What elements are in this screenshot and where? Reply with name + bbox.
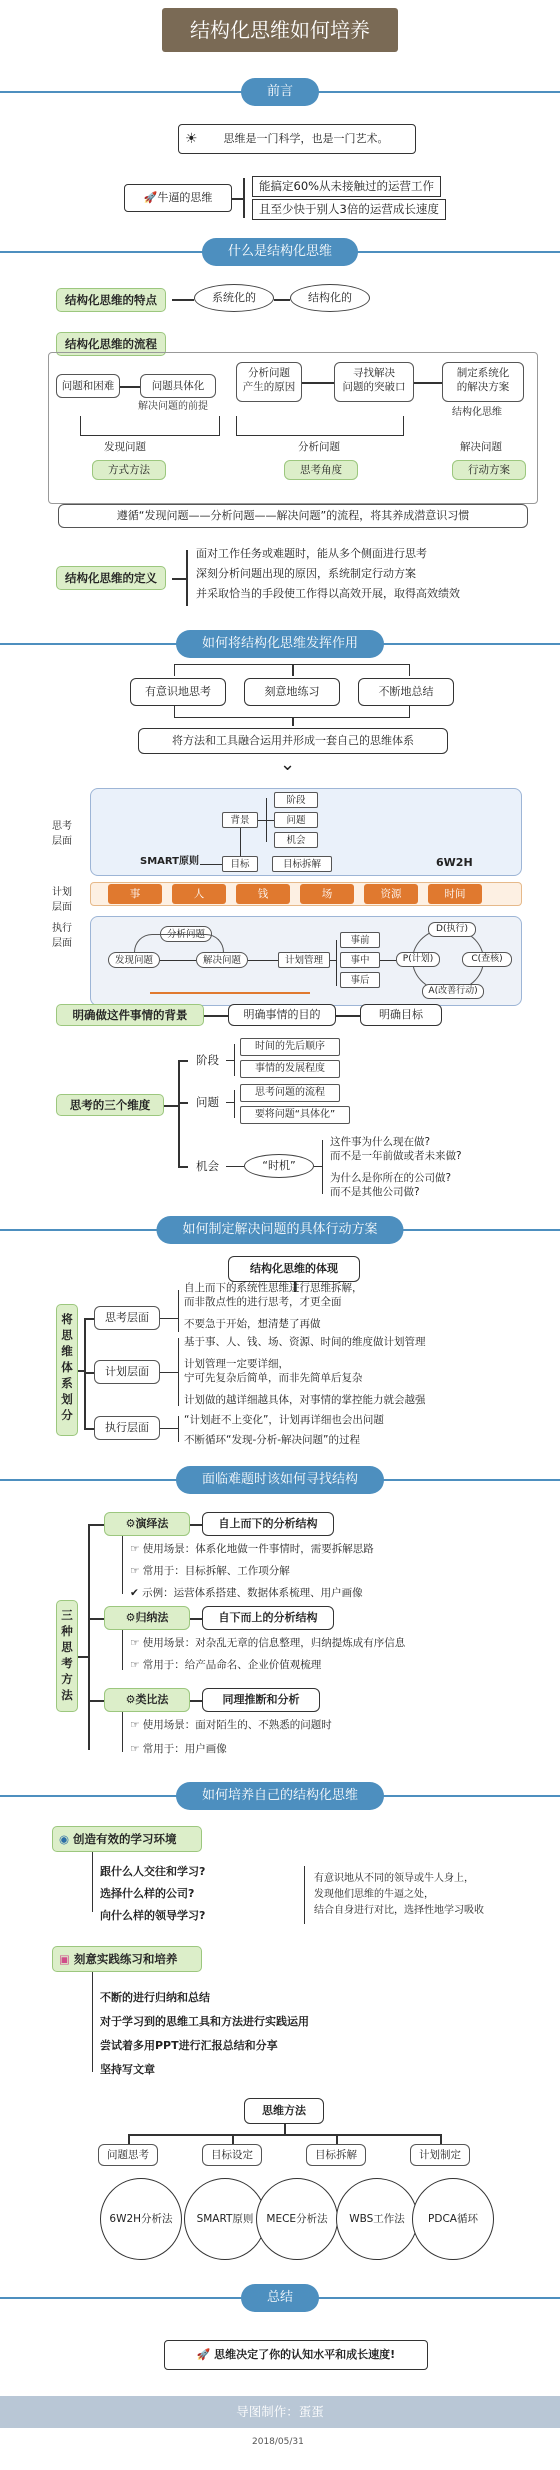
problem-flow: 思考问题的流程 — [240, 1084, 340, 1102]
banner-action-plan — [0, 1214, 560, 1246]
analogy-usage — [130, 1718, 332, 1733]
banner-summary-label: 总结 — [241, 2284, 319, 2312]
intro-line-box — [178, 124, 416, 154]
method-deductive — [104, 1512, 190, 1536]
embodiment-box: 结构化思维的体现 — [228, 1256, 360, 1282]
banner-find-structure — [0, 1464, 560, 1496]
divide-system-label: 将 思 维 体 系 划 分 — [56, 1304, 78, 1436]
background-label: 明确做这件事情的背景 — [56, 1004, 204, 1026]
benefit-1: 能搞定60%从未接触过的运营工作 — [252, 176, 441, 197]
think-text-2: 而非散点性的进行思考，才更全面 — [184, 1296, 342, 1308]
pointer-icon: ☞ — [130, 1565, 143, 1577]
rocket-icon: 🚀 — [196, 2348, 215, 2361]
rocket-icon: 🚀 — [143, 191, 158, 204]
stage-time-order: 时间的先后顺序 — [240, 1038, 340, 1056]
flow-step-breakthrough: 寻找解决 问题的突破口 — [334, 362, 414, 402]
node-chance: 机会 — [274, 832, 318, 848]
tool-pdca: PDCA循环 — [412, 2178, 494, 2260]
plan-text-1: 基于事、人、钱、场、资源、时间的维度做计划管理 — [184, 1336, 426, 1348]
awesome-thinking-label: 牛逼的思维 — [157, 191, 213, 204]
globe-icon: ◉ — [59, 1832, 74, 1846]
analogy-common-text: 常用于：用户画像 — [142, 1743, 227, 1755]
learning-env-label — [52, 1826, 202, 1852]
node-pdca-p: P(计划) — [396, 952, 440, 967]
dim-stage: 阶段 — [196, 1053, 219, 1067]
problem-specify: 要将问题“具体化” — [240, 1106, 350, 1124]
group-discover-sub: 方式方法 — [92, 460, 166, 480]
node-goal-break: 目标拆解 — [272, 856, 332, 872]
pointer-icon: ☞ — [130, 1743, 143, 1755]
inductive-common — [130, 1658, 321, 1673]
banner-how-cultivate-label: 如何培养自己的结构化思维 — [176, 1782, 384, 1810]
banner-preface — [0, 76, 560, 108]
deductive-example — [130, 1586, 363, 1601]
chevron-down-icon: ⌄ — [280, 754, 296, 775]
tool-6w2h: 6W2H分析法 — [100, 2178, 182, 2260]
plan-text-3: 宁可先复杂后简单，而非先简单后复杂 — [184, 1372, 363, 1384]
deductive-example-text: 示例：运营体系搭建、数据体系梳理、用户画像 — [142, 1587, 363, 1599]
dim-chance: 机会 — [196, 1159, 219, 1173]
feature-systematic: 系统化的 — [194, 284, 274, 312]
date-label: 2018/05/31 — [252, 2437, 304, 2447]
option-conscious: 有意识地思考 — [130, 678, 226, 706]
plan-text-2: 计划管理一定要详细， — [184, 1358, 289, 1370]
banner-action-plan-label: 如何制定解决问题的具体行动方案 — [156, 1216, 403, 1244]
node-problem: 问题 — [274, 812, 318, 828]
flow-step-solution: 制定系统化 的解决方案 — [442, 362, 524, 402]
learning-env-text: 创造有效的学习环境 — [73, 1832, 177, 1846]
node-before: 事前 — [340, 932, 380, 948]
flow-step-problem: 问题和困难 — [56, 374, 120, 398]
env-note-2: 发现他们思维的牛逼之处， — [314, 1889, 434, 1900]
banner-summary — [0, 2282, 560, 2314]
plan-dimension-4: 资源 — [364, 884, 418, 904]
category-problem: 问题思考 — [98, 2144, 158, 2166]
flow-step-specify-sub: 解决问题的前提 — [138, 401, 208, 412]
practice-text: 刻意实践练习和培养 — [73, 1952, 178, 1966]
analogy-usage-text: 使用场景：面对陌生的、不熟悉的问题时 — [142, 1719, 332, 1731]
gear-icon: ⚙ — [125, 1611, 136, 1624]
env-question-3: 向什么样的领导学习? — [100, 1909, 206, 1922]
gear-icon: ⚙ — [125, 1517, 136, 1530]
features-label: 结构化思维的特点 — [56, 288, 166, 312]
gear-icon: ⚙ — [125, 1693, 136, 1706]
method-deductive-label: 演绎法 — [135, 1517, 169, 1530]
definition-3: 并采取恰当的手段使工作得以高效开展，取得高效绩效 — [196, 587, 460, 600]
plan-dimension-3: 场 — [300, 884, 354, 904]
inductive-usage — [130, 1636, 405, 1651]
practice-3: 尝试着多用PPT进行汇报总结和分享 — [100, 2039, 278, 2052]
chance-timing: “时机” — [244, 1154, 314, 1178]
category-plan: 计划制定 — [410, 2144, 470, 2166]
deductive-usage — [130, 1542, 374, 1557]
level-plan: 计划层面 — [94, 1360, 160, 1384]
group-analyze: 分析问题 — [298, 441, 340, 453]
think-layer-label: 思考 层面 — [52, 821, 72, 847]
method-box: 思维方法 — [244, 2098, 324, 2124]
exec-layer-label: 执行 层面 — [52, 923, 72, 949]
three-dims-label: 思考的三个维度 — [56, 1094, 164, 1116]
think-text-3: 不要急于开始，想清楚了再做 — [184, 1318, 321, 1330]
practice-2: 对于学习到的思维工具和方法进行实践运用 — [100, 2015, 309, 2028]
flow-step-analyze: 分析问题 产生的原因 — [236, 362, 302, 402]
dim-problem: 问题 — [196, 1095, 219, 1109]
definition-1: 面对工作任务或难题时，能从多个侧面进行思考 — [196, 547, 427, 560]
node-during: 事中 — [340, 952, 380, 968]
purpose-box: 明确事情的目的 — [228, 1004, 336, 1026]
node-6w2h: 6W2H — [436, 856, 473, 869]
node-exec-solve: 解决问题 — [196, 952, 248, 968]
level-think: 思考层面 — [94, 1306, 160, 1330]
flow-label: 结构化思维的流程 — [56, 332, 166, 356]
chance-q4: 而不是其他公司做? — [330, 1186, 420, 1198]
deductive-usage-text: 使用场景：体系化地做一件事情时，需要拆解思路 — [142, 1543, 374, 1555]
practice-label — [52, 1946, 202, 1972]
deductive-desc: 自上而下的分析结构 — [202, 1512, 334, 1536]
banner-find-structure-label: 面临难题时该如何寻找结构 — [176, 1466, 384, 1494]
chance-q1: 这件事为什么现在做? — [330, 1136, 431, 1148]
summary-line: 思维决定了你的认知水平和成长速度! — [214, 2348, 396, 2361]
exec-text-2: 不断循环“发现-分析-解决问题”的过程 — [184, 1434, 360, 1446]
definition-label: 结构化思维的定义 — [56, 566, 166, 590]
option-practice: 刻意地练习 — [244, 678, 340, 706]
node-plan-manage: 计划管理 — [278, 952, 330, 968]
tool-smart: SMART原则 — [184, 2178, 266, 2260]
definition-2: 深刻分析问题出现的原因，系统制定行动方案 — [196, 567, 416, 580]
node-background: 背景 — [222, 812, 258, 828]
env-question-1: 跟什么人交往和学习? — [100, 1865, 206, 1878]
page-title-box — [162, 8, 398, 52]
chance-q3: 为什么是你所在的公司做? — [330, 1172, 452, 1184]
category-break: 目标拆解 — [306, 2144, 366, 2166]
benefit-2: 且至少快于别人3倍的运营成长速度 — [252, 199, 446, 220]
plan-dimension-0: 事 — [108, 884, 162, 904]
intro-line: 思维是一门科学，也是一门艺术。 — [223, 132, 389, 145]
feature-structured: 结构化的 — [290, 284, 370, 312]
banner-how-apply — [0, 628, 560, 660]
plan-dimension-5: 时间 — [428, 884, 482, 904]
think-text-1: 自上而下的系统性思维进行思维拆解， — [184, 1282, 363, 1294]
follow-flow-note: 遵循“发现问题——分析问题——解决问题”的流程，将其养成潜意识习惯 — [58, 504, 528, 528]
exec-text-1: “计划赶不上变化”，计划再详细也会出问题 — [184, 1414, 384, 1426]
method-inductive-label: 归纳法 — [135, 1611, 169, 1624]
inductive-desc: 自下而上的分析结构 — [202, 1606, 334, 1630]
method-inductive — [104, 1606, 190, 1630]
banner-how-apply-label: 如何将结构化思维发挥作用 — [176, 630, 384, 658]
node-goal: 目标 — [222, 856, 258, 872]
banner-what-is — [0, 236, 560, 268]
env-question-2: 选择什么样的公司? — [100, 1887, 195, 1900]
book-icon: ▣ — [59, 1952, 74, 1966]
check-icon: ✔ — [130, 1587, 143, 1599]
tool-wbs: WBS工作法 — [336, 2178, 418, 2260]
plan-dimension-1: 人 — [172, 884, 226, 904]
banner-how-cultivate — [0, 1780, 560, 1812]
practice-4: 坚持写文章 — [100, 2063, 155, 2076]
pointer-icon: ☞ — [130, 1637, 143, 1649]
chance-q2: 而不是一年前做或者未来做? — [330, 1150, 462, 1162]
flow-step-solution-sub: 结构化思维 — [452, 407, 502, 418]
node-after: 事后 — [340, 972, 380, 988]
inductive-usage-text: 使用场景：对杂乱无章的信息整理，归纳提炼成有序信息 — [142, 1637, 406, 1649]
method-analogy-label: 类比法 — [135, 1693, 169, 1706]
deductive-common — [130, 1564, 290, 1579]
lightbulb-icon: ☀ — [185, 131, 198, 147]
author-bar — [0, 2396, 560, 2428]
pointer-icon: ☞ — [130, 1659, 143, 1671]
plan-dimension-2: 钱 — [236, 884, 290, 904]
stage-progress: 事情的发展程度 — [240, 1060, 340, 1078]
env-note-1: 有意识地从不同的领导或牛人身上， — [314, 1873, 474, 1884]
practice-1: 不断的进行归纳和总结 — [100, 1991, 210, 2004]
awesome-thinking-badge — [124, 184, 232, 212]
method-analogy — [104, 1688, 190, 1712]
summary-line-box — [164, 2340, 428, 2370]
tool-mece: MECE分析法 — [256, 2178, 338, 2260]
deductive-common-text: 常用于：目标拆解、工作项分解 — [142, 1565, 290, 1577]
node-smart: SMART原则 — [140, 856, 199, 867]
group-solve-sub: 行动方案 — [452, 460, 526, 480]
page-title: 结构化思维如何培养 — [190, 18, 370, 42]
node-pdca-d: D(执行) — [428, 922, 476, 937]
analogy-desc: 同理推断和分析 — [202, 1688, 320, 1712]
combine-system: 将方法和工具融合运用并形成一套自己的思维体系 — [138, 728, 448, 754]
node-pdca-c: C(查核) — [462, 952, 512, 967]
inductive-common-text: 常用于：给产品命名、企业价值观梳理 — [142, 1659, 322, 1671]
node-stage: 阶段 — [274, 792, 318, 808]
node-pdca-a: A(改善行动) — [422, 984, 484, 999]
group-analyze-sub: 思考角度 — [284, 460, 358, 480]
plan-text-4: 计划做的越详细越具体，对事情的掌控能力就会越强 — [184, 1394, 426, 1406]
env-note-3: 结合自身进行对比，选择性地学习吸收 — [314, 1905, 484, 1916]
analogy-common — [130, 1742, 227, 1757]
plan-layer-label: 计划 层面 — [52, 887, 72, 913]
banner-preface-label: 前言 — [241, 78, 319, 106]
category-goal: 目标设定 — [202, 2144, 262, 2166]
three-methods-label: 三 种 思 考 方 法 — [56, 1600, 78, 1712]
author-label: 导图制作：蛋蛋 — [236, 2404, 324, 2419]
pointer-icon: ☞ — [130, 1719, 143, 1731]
group-solve: 解决问题 — [460, 441, 502, 453]
level-exec: 执行层面 — [94, 1416, 160, 1440]
node-exec-find: 发现问题 — [108, 952, 160, 968]
node-exec-analyze: 分析问题 — [160, 926, 212, 942]
banner-what-is-label: 什么是结构化思维 — [202, 238, 358, 266]
pointer-icon: ☞ — [130, 1543, 143, 1555]
flow-step-specify: 问题具体化 — [140, 374, 216, 398]
target-box: 明确目标 — [360, 1004, 442, 1026]
option-summarize: 不断地总结 — [358, 678, 454, 706]
group-discover: 发现问题 — [104, 441, 146, 453]
